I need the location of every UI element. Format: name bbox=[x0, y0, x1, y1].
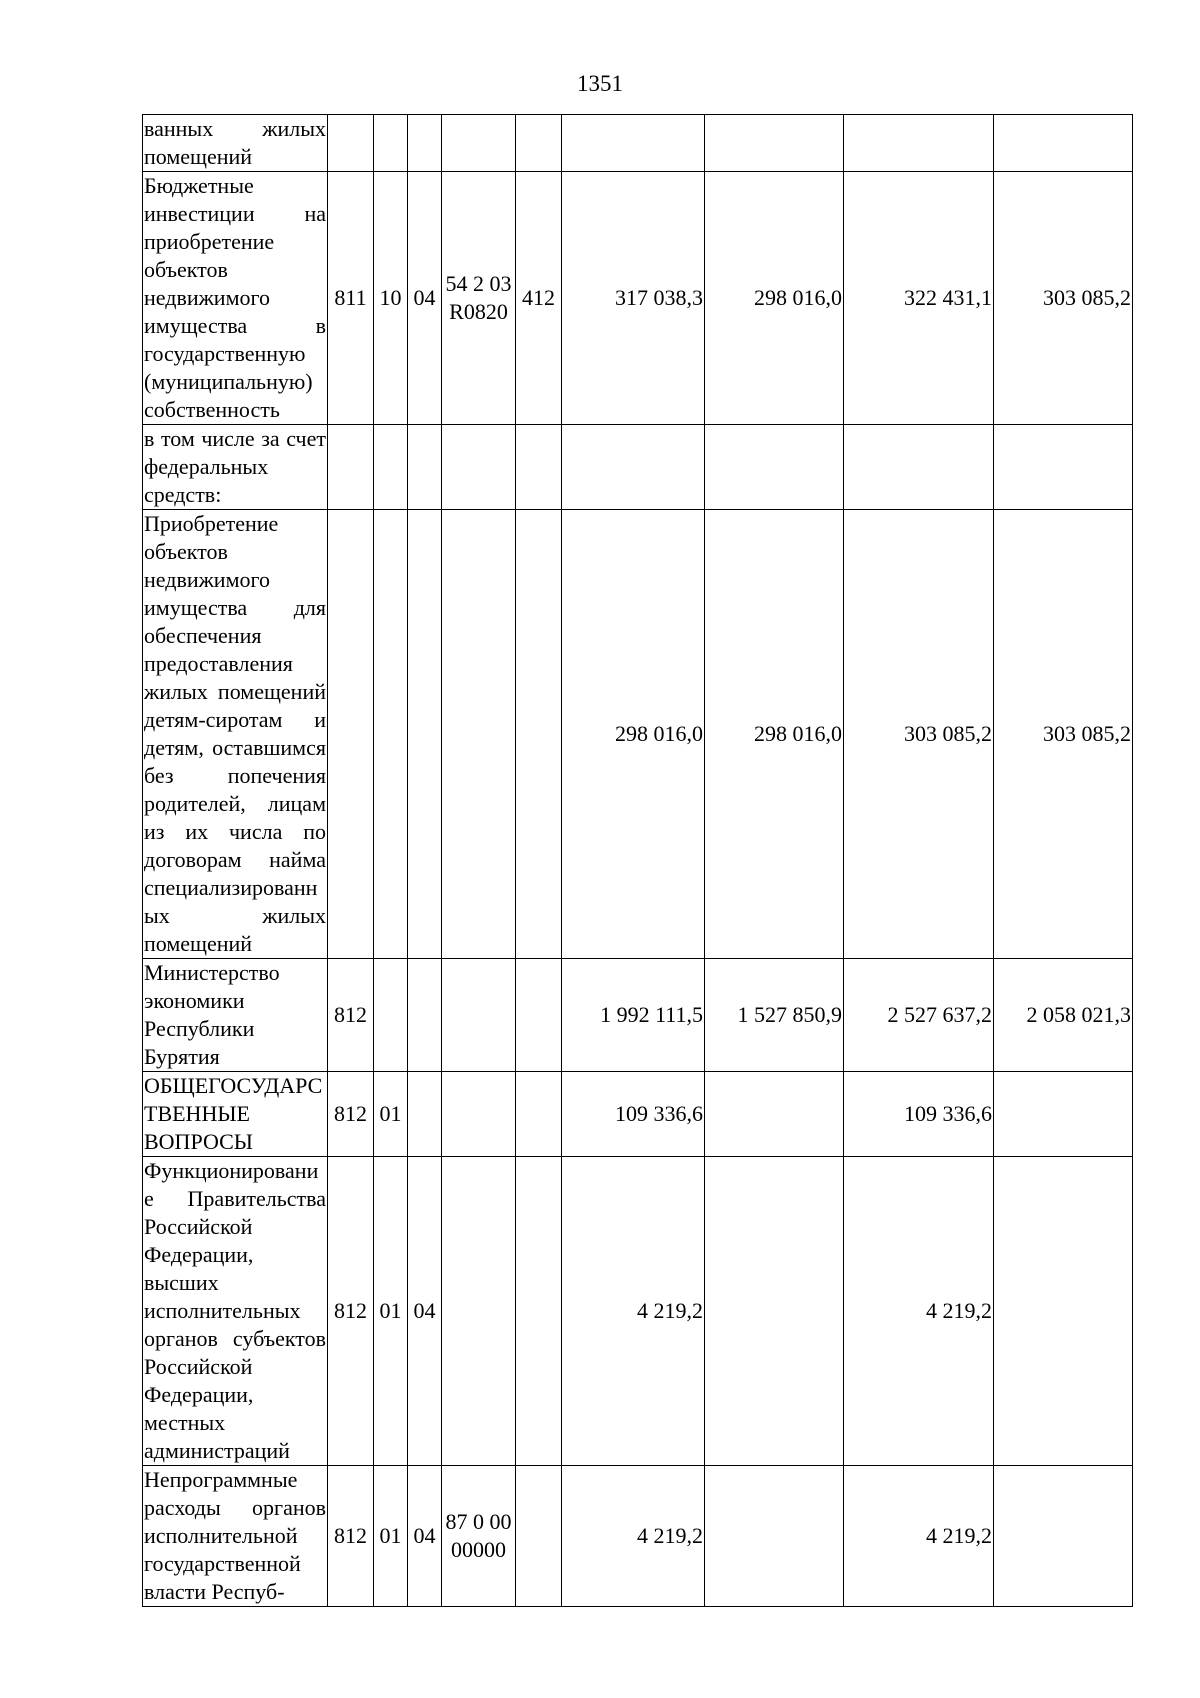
amount-1-cell: 109 336,6 bbox=[562, 1072, 705, 1157]
section-code-cell: 01 bbox=[374, 1466, 408, 1607]
ved-code-cell bbox=[328, 115, 374, 172]
row-name-cell: ванных жилых помещений bbox=[143, 115, 328, 172]
section-code-cell: 01 bbox=[374, 1072, 408, 1157]
page-number: 1351 bbox=[577, 71, 623, 96]
amount-3-cell bbox=[844, 115, 994, 172]
amount-2-cell bbox=[705, 115, 844, 172]
table-row bbox=[143, 959, 1133, 1072]
expense-type-cell bbox=[516, 959, 562, 1072]
amount-2-cell bbox=[705, 1157, 844, 1466]
table-row bbox=[143, 1157, 1133, 1466]
table-row bbox=[143, 115, 1133, 172]
ved-code-cell: 812 bbox=[328, 1072, 374, 1157]
subsection-code-cell: 04 bbox=[408, 172, 442, 425]
target-article-cell bbox=[442, 425, 516, 510]
ved-code-cell: 812 bbox=[328, 1157, 374, 1466]
budget-table bbox=[142, 114, 1133, 1607]
amount-2-cell: 1 527 850,9 bbox=[705, 959, 844, 1072]
section-code-cell bbox=[374, 425, 408, 510]
subsection-code-cell bbox=[408, 425, 442, 510]
amount-2-cell: 298 016,0 bbox=[705, 510, 844, 959]
subsection-code-cell: 04 bbox=[408, 1157, 442, 1466]
amount-4-cell bbox=[994, 1157, 1133, 1466]
ved-code-cell bbox=[328, 425, 374, 510]
amount-1-cell: 4 219,2 bbox=[562, 1157, 705, 1466]
amount-2-cell bbox=[705, 1072, 844, 1157]
amount-1-cell: 1 992 111,5 bbox=[562, 959, 705, 1072]
ved-code-cell: 811 bbox=[328, 172, 374, 425]
amount-1-cell bbox=[562, 425, 705, 510]
amount-4-cell bbox=[994, 115, 1133, 172]
amount-2-cell bbox=[705, 1466, 844, 1607]
target-article-cell: 54 2 03 R0820 bbox=[442, 172, 516, 425]
amount-4-cell bbox=[994, 1072, 1133, 1157]
subsection-code-cell: 04 bbox=[408, 1466, 442, 1607]
target-article-cell bbox=[442, 959, 516, 1072]
section-code-cell bbox=[374, 115, 408, 172]
amount-1-cell: 4 219,2 bbox=[562, 1466, 705, 1607]
row-name-cell: в том числе за счет федеральных средств: bbox=[143, 425, 328, 510]
amount-3-cell bbox=[844, 425, 994, 510]
amount-3-cell: 109 336,6 bbox=[844, 1072, 994, 1157]
row-name-cell: Министерство экономики Республики Бурятия bbox=[143, 959, 328, 1072]
expense-type-cell: 412 bbox=[516, 172, 562, 425]
target-article-cell: 87 0 00 00000 bbox=[442, 1466, 516, 1607]
table-row bbox=[143, 510, 1133, 959]
expense-type-cell bbox=[516, 1466, 562, 1607]
amount-3-cell: 4 219,2 bbox=[844, 1466, 994, 1607]
table-row bbox=[143, 1466, 1133, 1607]
expense-type-cell bbox=[516, 425, 562, 510]
subsection-code-cell bbox=[408, 1072, 442, 1157]
target-article-cell bbox=[442, 1157, 516, 1466]
ved-code-cell bbox=[328, 510, 374, 959]
amount-4-cell: 2 058 021,3 bbox=[994, 959, 1133, 1072]
amount-1-cell bbox=[562, 115, 705, 172]
ved-code-cell: 812 bbox=[328, 959, 374, 1072]
amount-2-cell: 298 016,0 bbox=[705, 172, 844, 425]
amount-4-cell bbox=[994, 1466, 1133, 1607]
amount-1-cell: 298 016,0 bbox=[562, 510, 705, 959]
table-row bbox=[143, 425, 1133, 510]
amount-2-cell bbox=[705, 425, 844, 510]
table-row bbox=[143, 1072, 1133, 1157]
section-code-cell bbox=[374, 959, 408, 1072]
amount-4-cell: 303 085,2 bbox=[994, 510, 1133, 959]
row-name-cell: Функционирование Правительства Российской Федерации, высших исполнительных органов субъектов Российской Федерации, местных администраций bbox=[143, 1157, 328, 1466]
amount-3-cell: 303 085,2 bbox=[844, 510, 994, 959]
table-body bbox=[143, 115, 1133, 1607]
ved-code-cell: 812 bbox=[328, 1466, 374, 1607]
amount-4-cell: 303 085,2 bbox=[994, 172, 1133, 425]
target-article-cell bbox=[442, 1072, 516, 1157]
row-name-cell: ОБЩЕГОСУДАРСТВЕННЫЕ ВОПРОСЫ bbox=[143, 1072, 328, 1157]
expense-type-cell bbox=[516, 115, 562, 172]
expense-type-cell bbox=[516, 1072, 562, 1157]
amount-3-cell: 322 431,1 bbox=[844, 172, 994, 425]
row-name-cell: Приобретение объектов недвижимого имущества для обеспечения предоставления жилых помещений детям-сиротам и детям, оставшимся без попечения родителей, лицам из их числа по договорам найма специализированных жилых помещений bbox=[143, 510, 328, 959]
subsection-code-cell bbox=[408, 959, 442, 1072]
target-article-cell bbox=[442, 510, 516, 959]
section-code-cell: 10 bbox=[374, 172, 408, 425]
section-code-cell bbox=[374, 510, 408, 959]
expense-type-cell bbox=[516, 1157, 562, 1466]
amount-4-cell bbox=[994, 425, 1133, 510]
target-article-cell bbox=[442, 115, 516, 172]
amount-3-cell: 4 219,2 bbox=[844, 1157, 994, 1466]
section-code-cell: 01 bbox=[374, 1157, 408, 1466]
amount-3-cell: 2 527 637,2 bbox=[844, 959, 994, 1072]
table-row bbox=[143, 172, 1133, 425]
amount-1-cell: 317 038,3 bbox=[562, 172, 705, 425]
expense-type-cell bbox=[516, 510, 562, 959]
subsection-code-cell bbox=[408, 115, 442, 172]
row-name-cell: Непрограммные расходы органов исполнительной государственной власти Респуб- bbox=[143, 1466, 328, 1607]
row-name-cell: Бюджетные инвестиции на приобретение объектов недвижимого имущества в государственную (муниципальную) собственность bbox=[143, 172, 328, 425]
subsection-code-cell bbox=[408, 510, 442, 959]
